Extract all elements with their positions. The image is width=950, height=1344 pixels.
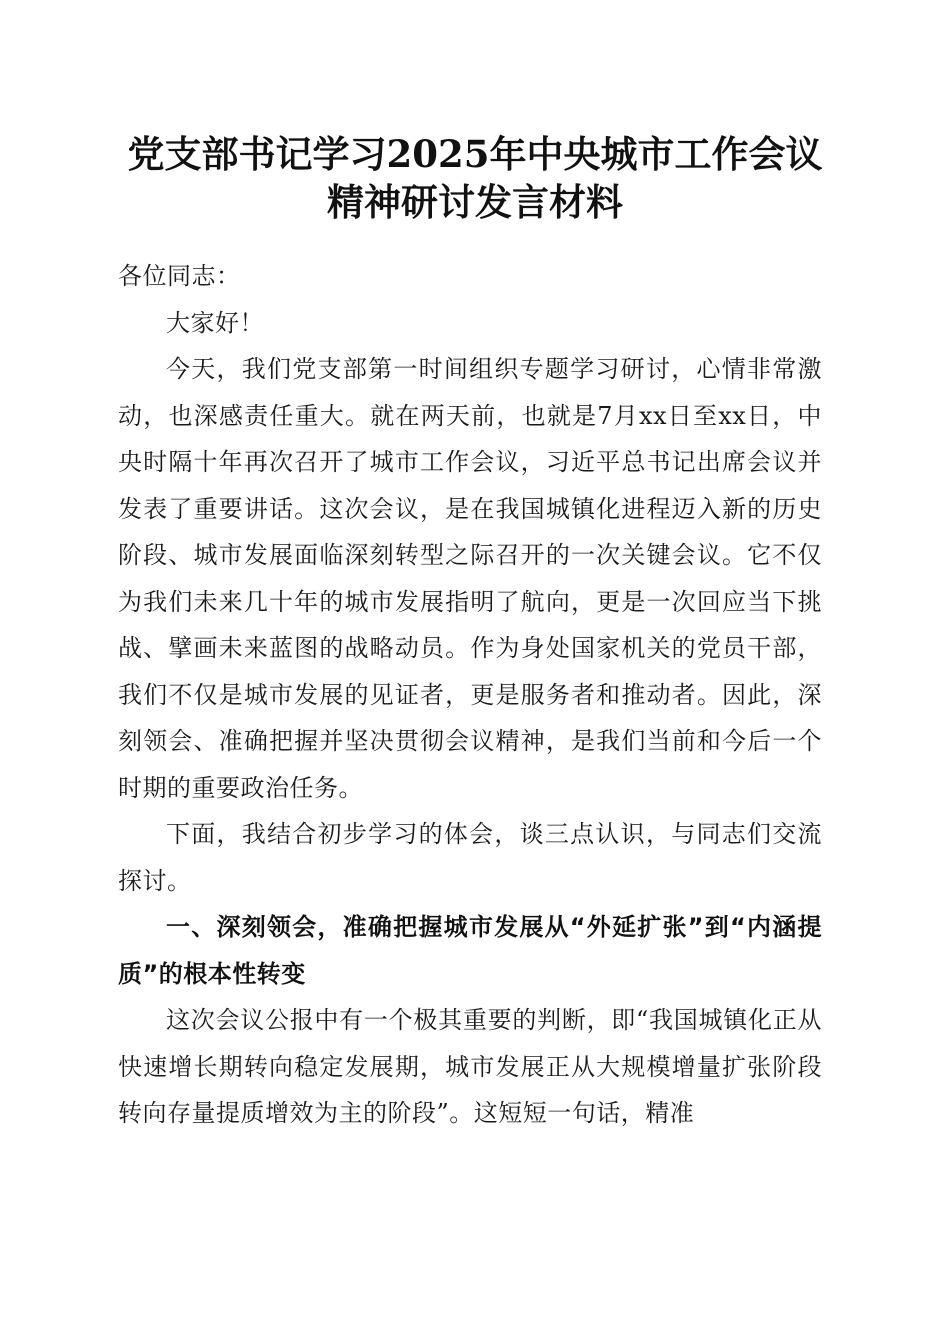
salutation: 各位同志： [118,262,241,290]
document-title: 党支部书记学习2025年中央城市工作会议精神研讨发言材料 [127,132,823,224]
intro-paragraph: 今天，我们党支部第一时间组织专题学习研讨，心情非常激动，也深感责任重大。就在两天前，也就是7月xx日至xx日，中央时隔十年再次召开了城市工作会议，习近平总书记出席会议并发表了重要讲话。这次会议，是在我国城镇化进程迈入新的历史阶段、城市发展面临深刻转型之际召开的一次关键会议。它不仅为我们未来几十年的城市发展指明了航向，更是一次回应当下挑战、擘画未来蓝图的战略动员。作为身处国家机关的党员干部，我们不仅是城市发展的见证者，更是服务者和推动者。因此，深刻领会、准确把握并坚决贯彻会议精神，是我们当前和今后一个时期的重要政治任务。 [118,355,822,802]
transition-paragraph: 下面，我结合初步学习的体会，谈三点认识，与同志们交流探讨。 [118,820,822,895]
section-1-paragraph: 这次会议公报中有一个极其重要的判断，即“我国城镇化正从快速增长期转向稳定发展期，城市发展正从大规模增量扩张阶段转向存量提质增效为主的阶段”。这短短一句话，精准 [118,1006,822,1127]
greeting: 大家好！ [166,308,264,337]
section-heading-1: 一、深刻领会，准确把握城市发展从“外延扩张”到“内涵提质”的根本性转变 [118,913,822,988]
document-body [118,253,822,1137]
